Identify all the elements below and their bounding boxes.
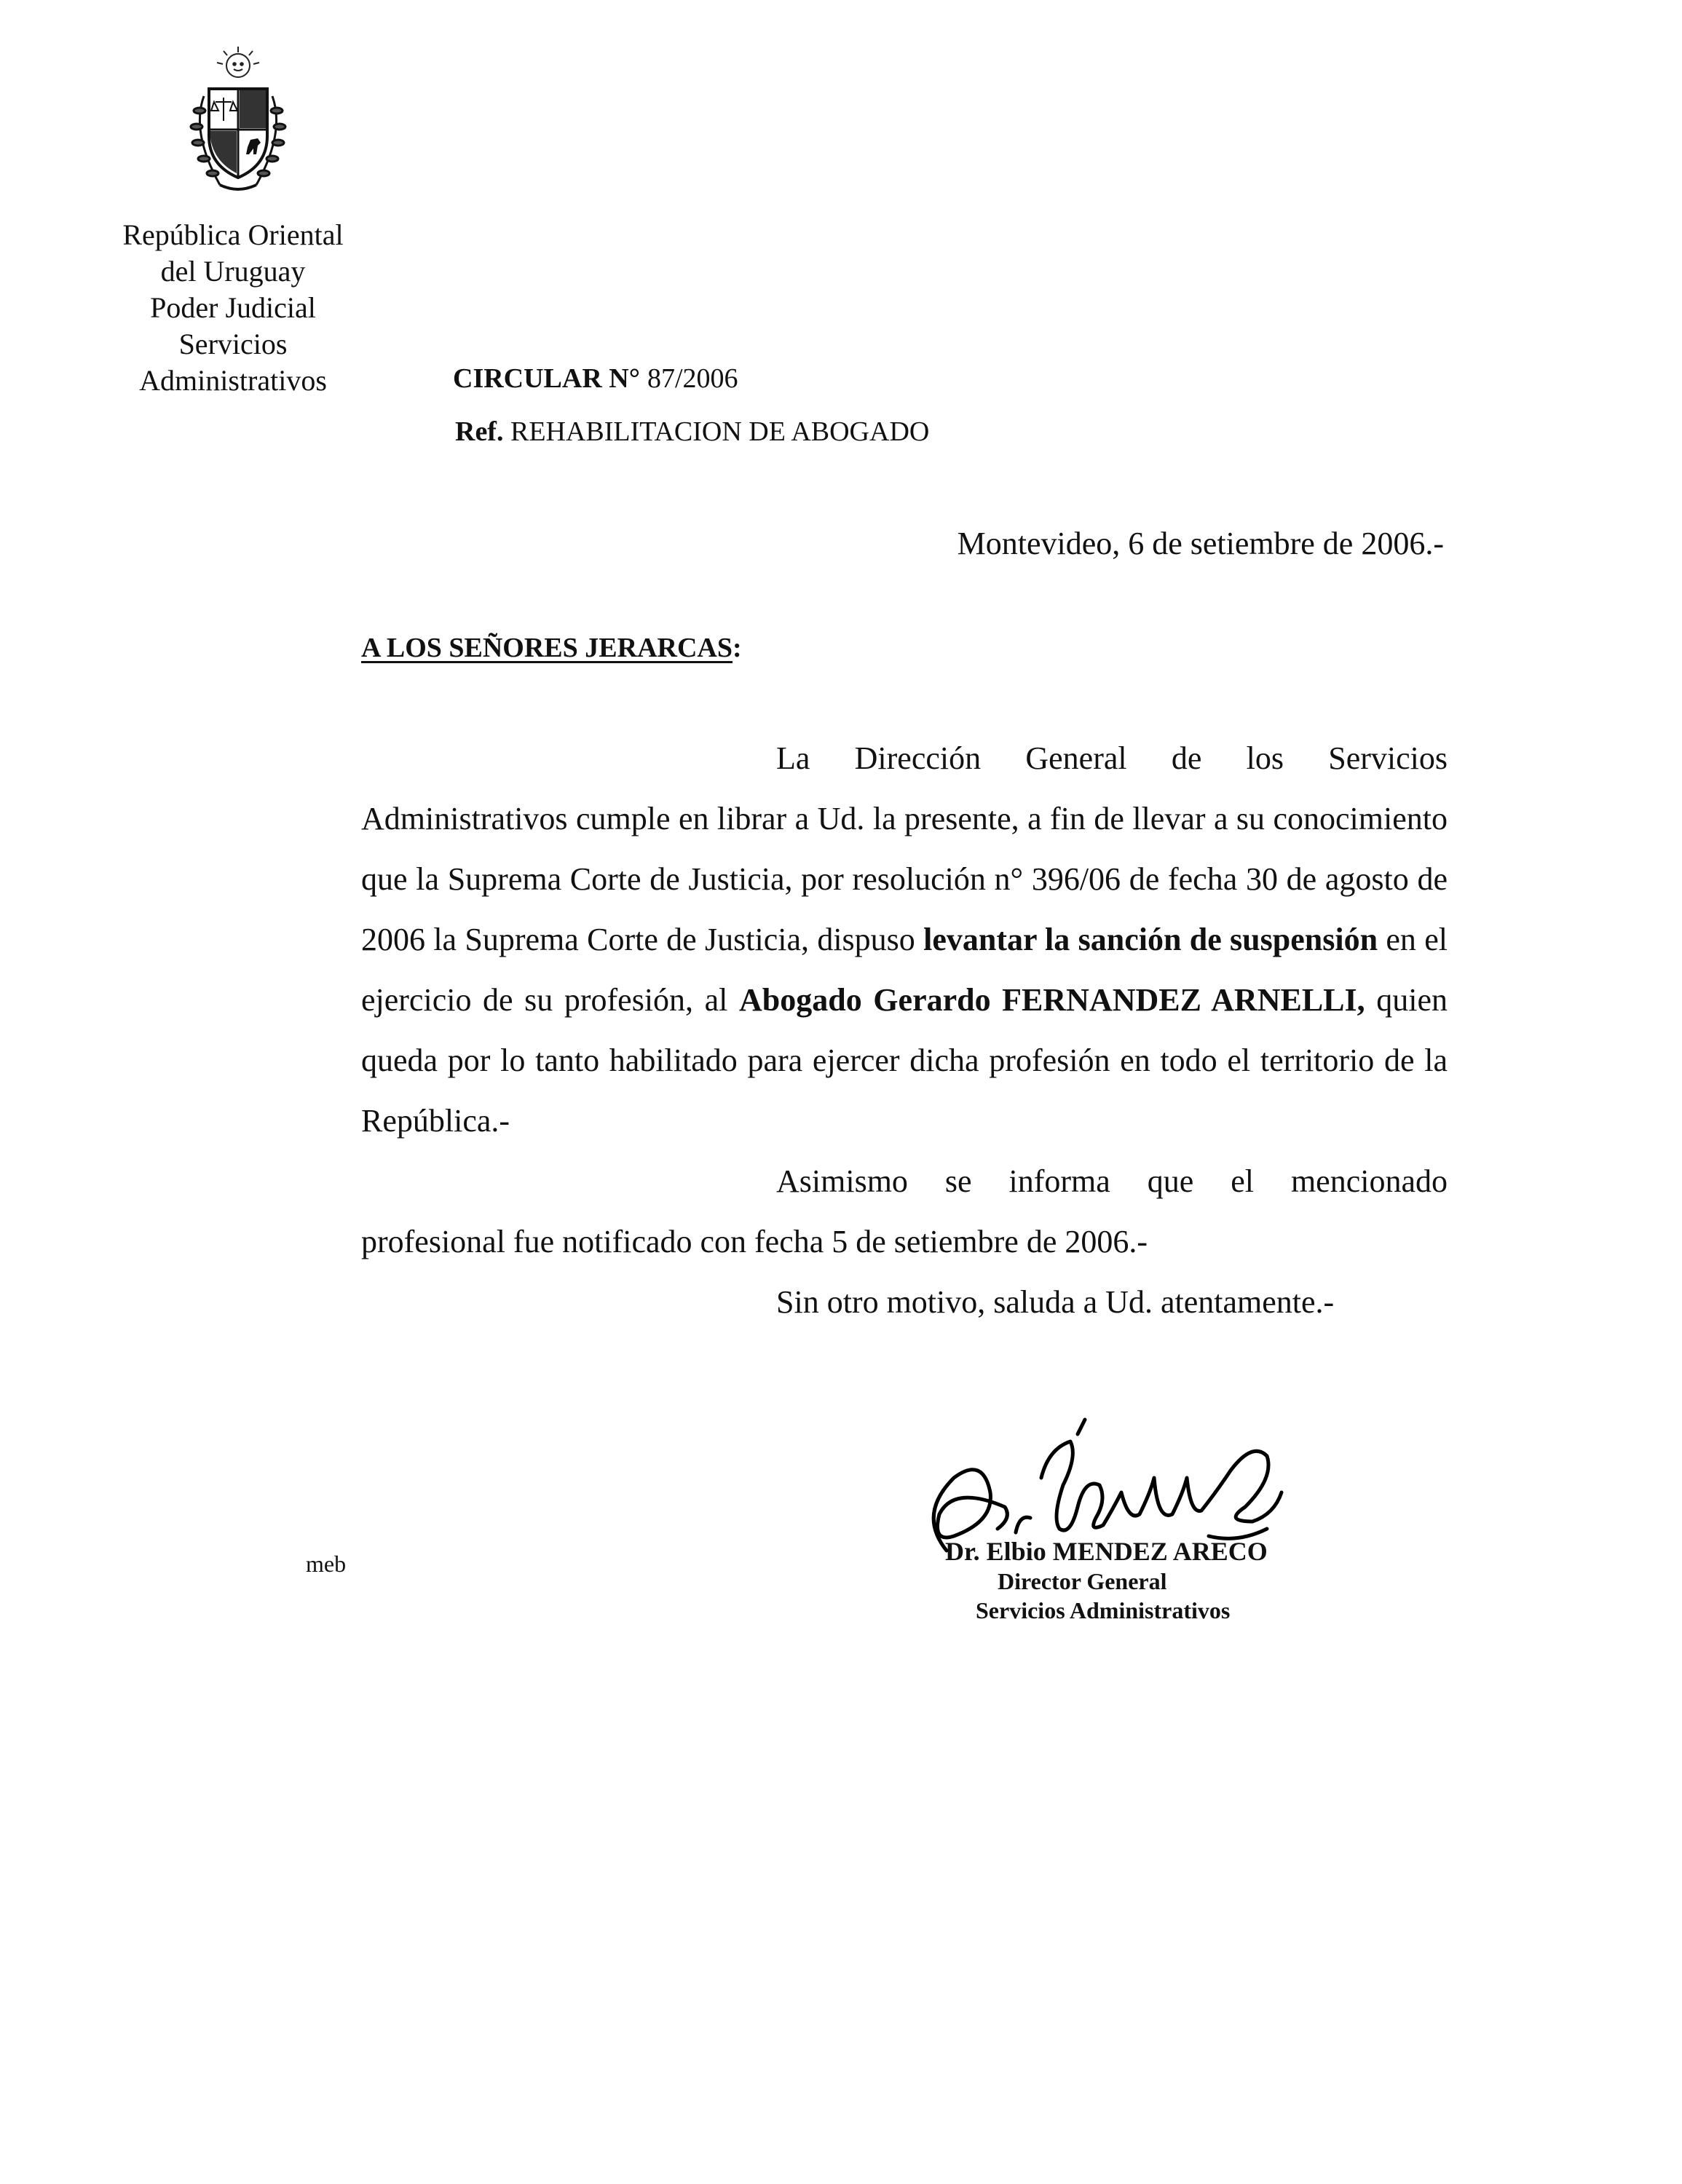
closing-line: Sin otro motivo, saluda a Ud. atentamente.- <box>776 1284 1335 1320</box>
org-line: Poder Judicial <box>150 291 316 324</box>
ref-title: REHABILITACION DE ABOGADO <box>510 416 930 447</box>
org-line: Servicios <box>178 328 288 360</box>
signature-block <box>903 1390 1332 1653</box>
circular-number: 87/2006 <box>647 363 738 394</box>
signer-name: Dr. Elbio MENDEZ ARECO <box>945 1537 1268 1566</box>
organization-name <box>87 217 379 399</box>
letter-date: Montevideo, 6 de setiembre de 2006.- <box>957 526 1444 561</box>
body-bold-text: levantar la sanción de suspensión <box>923 922 1378 957</box>
body-text: en el ejercicio de su profesión, al <box>361 922 1448 1018</box>
coat-of-arms-icon <box>169 45 307 198</box>
body-text: quien queda por lo tanto habilitado para ejercer dicha profesión en todo el territorio de la República.- <box>361 982 1448 1139</box>
circular-label: CIRCULAR N° <box>453 363 640 394</box>
reference-line <box>455 416 929 448</box>
addressee-colon: : <box>732 633 742 663</box>
org-line: del Uruguay <box>160 255 306 288</box>
org-line: República Oriental <box>122 218 344 251</box>
circular-number-heading <box>453 363 738 395</box>
body-paragraph-1 <box>361 728 1448 1151</box>
ref-label: Ref. <box>455 416 504 447</box>
org-line: Administrativos <box>139 364 327 397</box>
letter-body <box>361 728 1448 1332</box>
signer-title: Director General <box>998 1568 1167 1594</box>
body-text: La Dirección General de los Servicios Administrativos cumple en librar a Ud. la presente, a fin de llevar a su conocimiento que la Suprema Corte de Justicia, por resolución n° 396/06 de fecha 30 de agosto de 2006 la Suprema Corte de Justicia, dispuso <box>361 740 1448 957</box>
addressee-text: A LOS SEÑORES JERARCAS <box>361 633 733 663</box>
addressee <box>361 632 742 664</box>
body-bold-text: Abogado Gerardo FERNANDEZ ARNELLI, <box>739 982 1365 1018</box>
body-paragraph-2: Asimismo se informa que el mencionado profesional fue notificado con fecha 5 de setiembre de 2006.- <box>361 1163 1448 1259</box>
signer-department: Servicios Administrativos <box>976 1597 1231 1623</box>
typist-initials: meb <box>306 1551 347 1577</box>
